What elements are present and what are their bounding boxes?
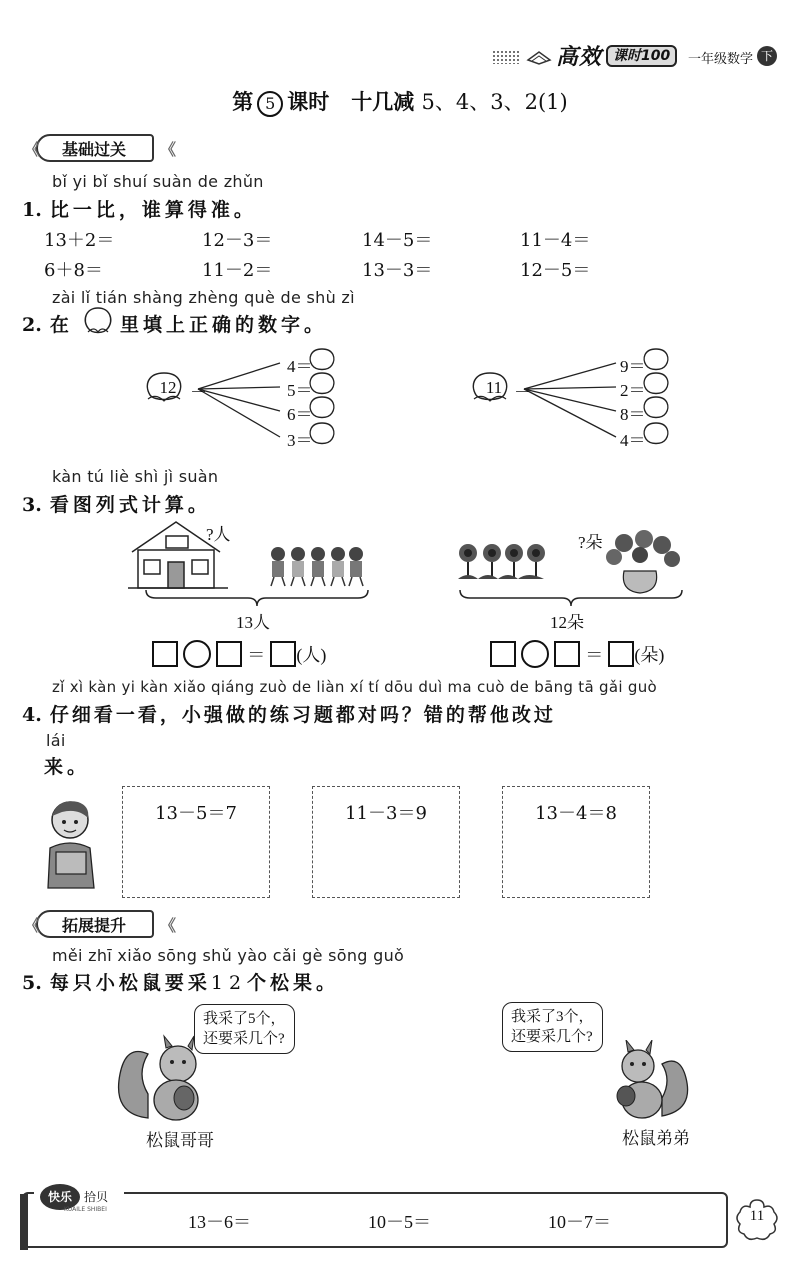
q1-eq-0-1: 12－3＝ (202, 230, 273, 251)
q5-number-value: 12 (210, 972, 248, 994)
book-icon (526, 48, 552, 66)
page-header (492, 40, 782, 72)
q4-box-1[interactable] (312, 786, 460, 898)
house-and-children-illustration (128, 518, 378, 598)
q4-box-2[interactable] (502, 786, 650, 898)
q5-text-b: 个松果。 (247, 972, 340, 994)
footer-left-bar (20, 1194, 28, 1250)
flower-icon (458, 544, 545, 579)
q3-number: 3. (22, 494, 42, 516)
grade-label: 一年级数学 (688, 52, 754, 67)
q4-number: 4. (22, 704, 42, 726)
q3-pinyin: kàn tú liè shì jì suàn (52, 467, 219, 486)
q4-text: 仔细看一看，小强做的练习题都对吗？错的帮他改过 (49, 704, 556, 726)
volume-badge: 下 (757, 46, 777, 66)
q1-eq-1-0: 6＋8＝ (44, 260, 103, 281)
q4-pinyin-2: lái (46, 731, 66, 750)
q2-right-item-0: 9＝ (620, 357, 646, 376)
dot-pattern-icon (492, 50, 520, 64)
q1-text: 比一比，谁算得准。 (49, 199, 257, 221)
bubble-line: 我采了3个， (511, 1009, 594, 1025)
answer-box[interactable] (608, 641, 634, 667)
q2-text-a: 在 (49, 314, 73, 336)
title-prefix: 第 (232, 89, 254, 114)
q4-box-eq: 11－3＝9 (345, 803, 427, 824)
answer-box[interactable] (270, 641, 296, 667)
q1-eq-0-0: 13＋2＝ (44, 230, 115, 251)
children-icon (271, 547, 363, 586)
page-number: 11 (749, 1208, 765, 1224)
footer-eq-2: 10－7＝ (548, 1212, 611, 1232)
q3-right-answer (490, 640, 664, 670)
peach-icon (310, 373, 334, 394)
q2-right-start: 11 (485, 378, 503, 397)
operator-circle[interactable] (521, 640, 549, 668)
squirrel-small-icon (606, 1040, 690, 1120)
footer-eq-0: 13－6＝ (188, 1212, 251, 1232)
bubble-line: 我采了5个， (203, 1011, 286, 1027)
badge-main: 快乐 (40, 1184, 80, 1210)
q1-question (22, 195, 257, 222)
q2-left-item-1: 5＝ (287, 381, 313, 400)
peach-icon (644, 397, 668, 418)
boy-reading-icon (38, 794, 102, 890)
q3-left-question: ?人 (206, 525, 231, 544)
answer-box[interactable] (554, 641, 580, 667)
q4-box-eq: 13－5＝7 (155, 803, 237, 824)
q5-text-a: 每只小松鼠要采 (49, 972, 211, 994)
peach-icon (644, 349, 668, 370)
q1-pinyin: bǐ yi bǐ shuí suàn de zhǔn (52, 172, 264, 191)
squirrel-big-icon (112, 1034, 212, 1124)
q2-right-minus: － (514, 383, 531, 402)
q3-left-answer (152, 640, 326, 670)
squirrel-big-name: 松鼠哥哥 (146, 1131, 214, 1150)
title-detail: 5、4、3、2(1) (421, 90, 568, 114)
q5-question (22, 968, 339, 995)
q2-question (22, 310, 73, 337)
q2-number: 2. (22, 314, 42, 336)
answer-box[interactable] (216, 641, 242, 667)
q3-right-question: ?朵 (578, 533, 603, 552)
answer-box[interactable] (490, 641, 516, 667)
q4-text-2: 来。 (44, 756, 91, 778)
q4-box-eq: 13－4＝8 (535, 803, 617, 824)
title-suffix: 课时 (287, 89, 330, 114)
q5-pinyin: měi zhī xiǎo sōng shǔ yào cǎi gè sōng guǒ (52, 946, 405, 965)
q4-pinyin: zǐ xì kàn yi kàn xiǎo qiáng zuò de liàn xí tí dōu duì ma cuò de bāng tā gǎi guò (52, 678, 657, 696)
series-badge: 课时100 (606, 45, 677, 67)
lesson-number: 5 (257, 91, 283, 117)
section-basic: 《 基础过关 《 (36, 134, 154, 162)
unit-label: (朵) (634, 645, 665, 665)
brace-icon (144, 588, 370, 608)
peach-icon (310, 397, 334, 418)
footer-eq-1: 10－5＝ (368, 1212, 431, 1232)
q3-text: 看图列式计算。 (49, 494, 211, 516)
q3-question (22, 490, 211, 517)
q2-left-item-2: 6＝ (287, 405, 313, 424)
q2-text-b: 里填上正确的数字。 (120, 314, 328, 336)
q1-number: 1. (22, 199, 42, 221)
q4-box-0[interactable] (122, 786, 270, 898)
title-topic: 十几减 (351, 89, 415, 114)
bubble-line: 还要采几个? (511, 1029, 593, 1045)
operator-circle[interactable] (183, 640, 211, 668)
footer-badge (34, 1180, 124, 1216)
q2-left-item-3: 3＝ (287, 431, 313, 450)
peach-icon (310, 349, 334, 370)
badge-sub: 拾贝 (84, 1190, 109, 1204)
q3-right-total: 12朵 (550, 613, 584, 632)
squirrel-small-name: 松鼠弟弟 (622, 1129, 690, 1148)
peach-icon (644, 373, 668, 394)
q1-eq-1-1: 11－2＝ (202, 260, 273, 281)
equals-sign: ＝ (585, 645, 604, 665)
q1-eq-1-3: 12－5＝ (520, 260, 591, 281)
equals-sign: ＝ (247, 645, 266, 665)
q2-right-item-2: 8＝ (620, 405, 646, 424)
flowers-illustration (454, 525, 694, 595)
peach-icon (644, 423, 668, 444)
q5-number: 5. (22, 972, 42, 994)
badge-small: KUAILE SHIBEI (64, 1206, 107, 1213)
peach-icon (80, 304, 116, 338)
brand-title: 高效 (556, 44, 603, 70)
q2-right-item-3: 4＝ (620, 431, 646, 450)
q1-eq-0-3: 11－4＝ (520, 230, 591, 251)
brace-icon (458, 588, 684, 608)
q2-left-start: 12 (159, 378, 177, 397)
q1-eq-1-2: 13－3＝ (362, 260, 433, 281)
bubble-line: 还要采几个? (203, 1031, 285, 1047)
page-title (0, 86, 800, 117)
q2-right-diagram (466, 345, 686, 455)
q3-left-total: 13人 (236, 613, 270, 632)
vase-bouquet-icon (606, 530, 680, 593)
answer-box[interactable] (152, 641, 178, 667)
q2-pinyin: zài lǐ tián shàng zhèng què de shù zì (52, 288, 355, 307)
q1-eq-0-2: 14－5＝ (362, 230, 433, 251)
speech-bubble-right (502, 1002, 603, 1052)
q4-question (22, 700, 556, 727)
q2-left-item-0: 4＝ (287, 357, 313, 376)
unit-label: (人) (296, 645, 327, 665)
q2-left-minus: － (190, 383, 207, 402)
q2-right-item-1: 2＝ (620, 381, 646, 400)
q2-left-diagram (140, 345, 360, 455)
peach-icon (310, 423, 334, 444)
section-advanced: 《 拓展提升 《 (36, 910, 154, 938)
